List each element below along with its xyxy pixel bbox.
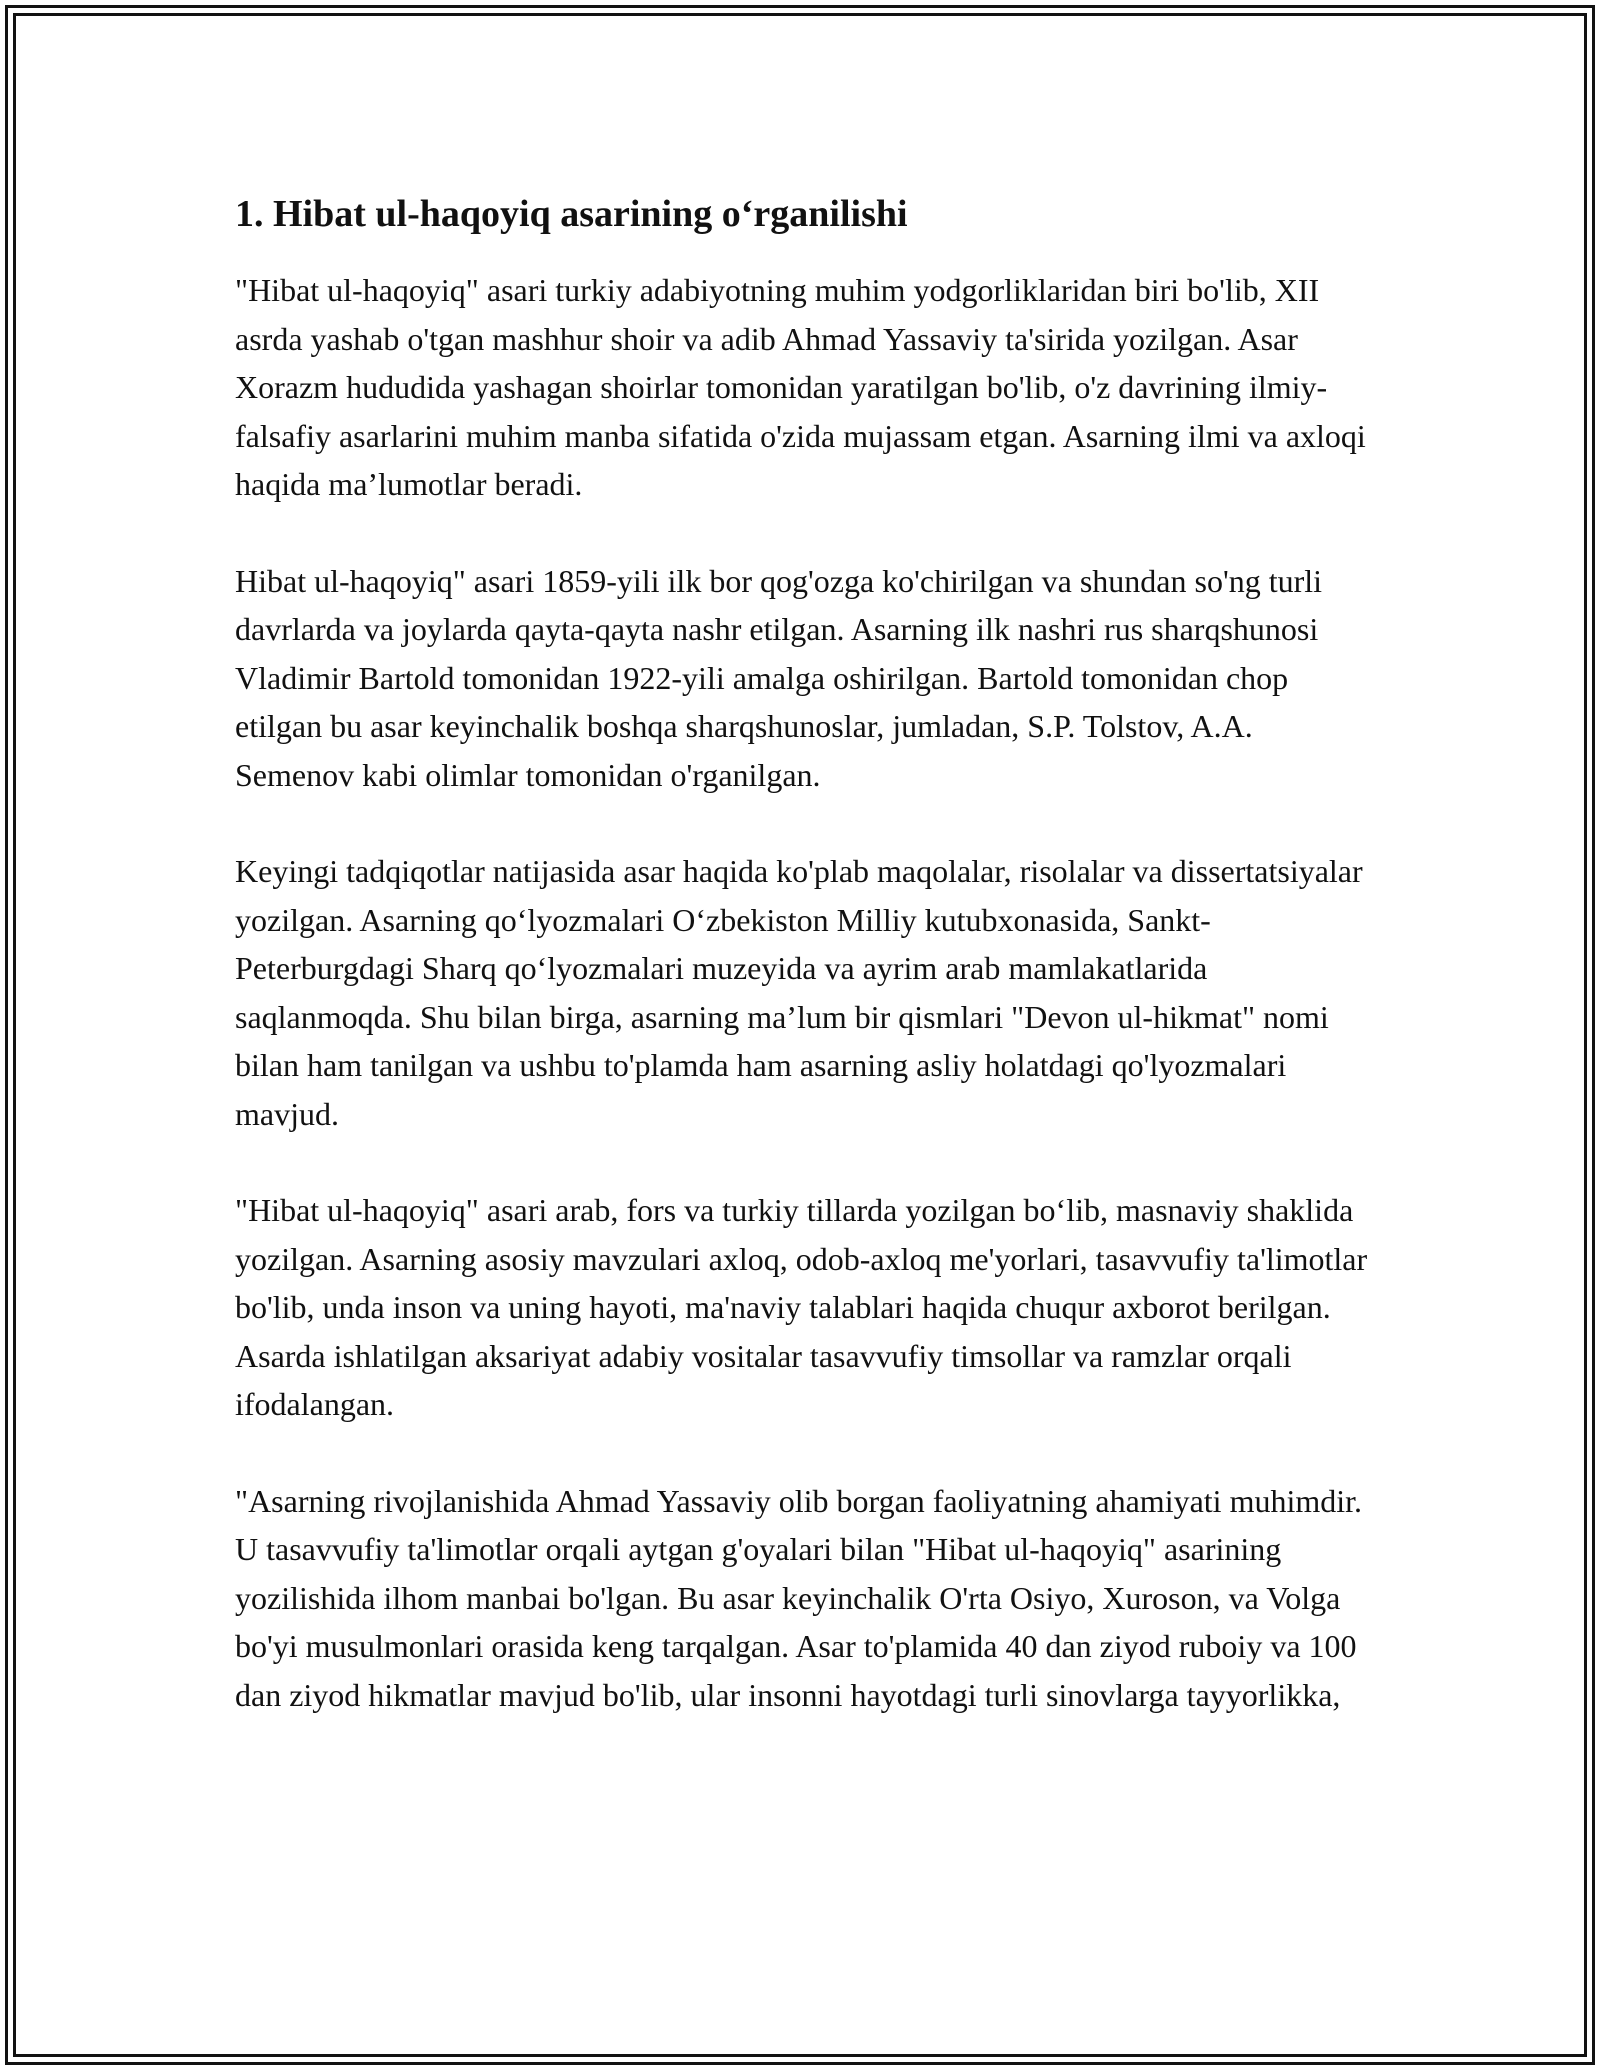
paragraph-3: Keyingi tadqiqotlar natijasida asar haqida ko'plab maqolalar, risolalar va dissertatsiyalar yozilgan. Asarning qo‘lyozmalari O‘zbekiston Milliy kutubxonasida, Sankt-Peterburgdagi Sharq qo‘lyozmalari muzeyida va ayrim arab mamlakatlarida saqlanmoqda. Shu bilan birga, asarning ma’lum bir qismlari "Devon ul-hikmat" nomi bilan ham tanilgan va ushbu to'plamda ham asarning asliy holatdagi qo'lyozmalari mavjud. [235,853,1363,1132]
document-body [235,190,1370,1767]
paragraph-2: Hibat ul-haqoyiq" asari 1859-yili ilk bor qog'ozga ko'chirilgan va shundan so'ng turli davrlarda va joylarda qayta-qayta nashr etilgan. Asarning ilk nashri rus sharqshunosi Vladimir Bartold tomonidan 1922-yili amalga oshirilgan. Bartold tomonidan chop etilgan bu asar keyinchalik boshqa sharqshunoslar, jumladan, S.P. Tolstov, A.A. Semenov kabi olimlar tomonidan o'rganilgan. [235,562,1323,793]
paragraph-1: "Hibat ul-haqoyiq" asari turkiy adabiyotning muhim yodgorliklaridan biri bo'lib, XII asrda yashab o'tgan mashhur shoir va adib Ahmad Yassaviy ta'sirida yozilgan. Asar Xorazm hududida yashagan shoirlar tomonidan yaratilgan bo'lib, o'z davrining ilmiy-falsafiy asarlarini muhim manba sifatida o'zida mujassam etgan. Asarning ilmi va axloqi haqida ma’lumotlar beradi. [235,272,1366,502]
paragraph-4: "Hibat ul-haqoyiq" asari arab, fors va turkiy tillarda yozilgan bo‘lib, masnaviy shaklida yozilgan. Asarning asosiy mavzulari axloq, odob-axloq me'yorlari, tasavvufiy ta'limotlar bo'lib, unda inson va uning hayoti, ma'naviy talablari haqida chuqur axborot berilgan. Asarda ishlatilgan aksariyat adabiy vositalar tasavvufiy timsollar va ramzlar orqali ifodalangan. [235,1192,1368,1422]
paragraph-5: "Asarning rivojlanishida Ahmad Yassaviy olib borgan faoliyatning ahamiyati muhimdir. U tasavvufiy ta'limotlar orqali aytgan g'oyalari bilan "Hibat ul-haqoyiq" asarining yozilishida ilhom manbai bo'lgan. Bu asar keyinchalik O'rta Osiyo, Xuroson, va Volga bo'yi musulmonlari orasida keng tarqalgan. Asar to'plamida 40 dan ziyod ruboiy va 100 dan ziyod hikmatlar mavjud bo'lib, ular insonni hayotdagi turli sinovlarga tayyorlikka, [235,1482,1363,1713]
section-heading: 1. Hibat ul-haqoyiq asarining o‘rganilishi [235,193,908,235]
